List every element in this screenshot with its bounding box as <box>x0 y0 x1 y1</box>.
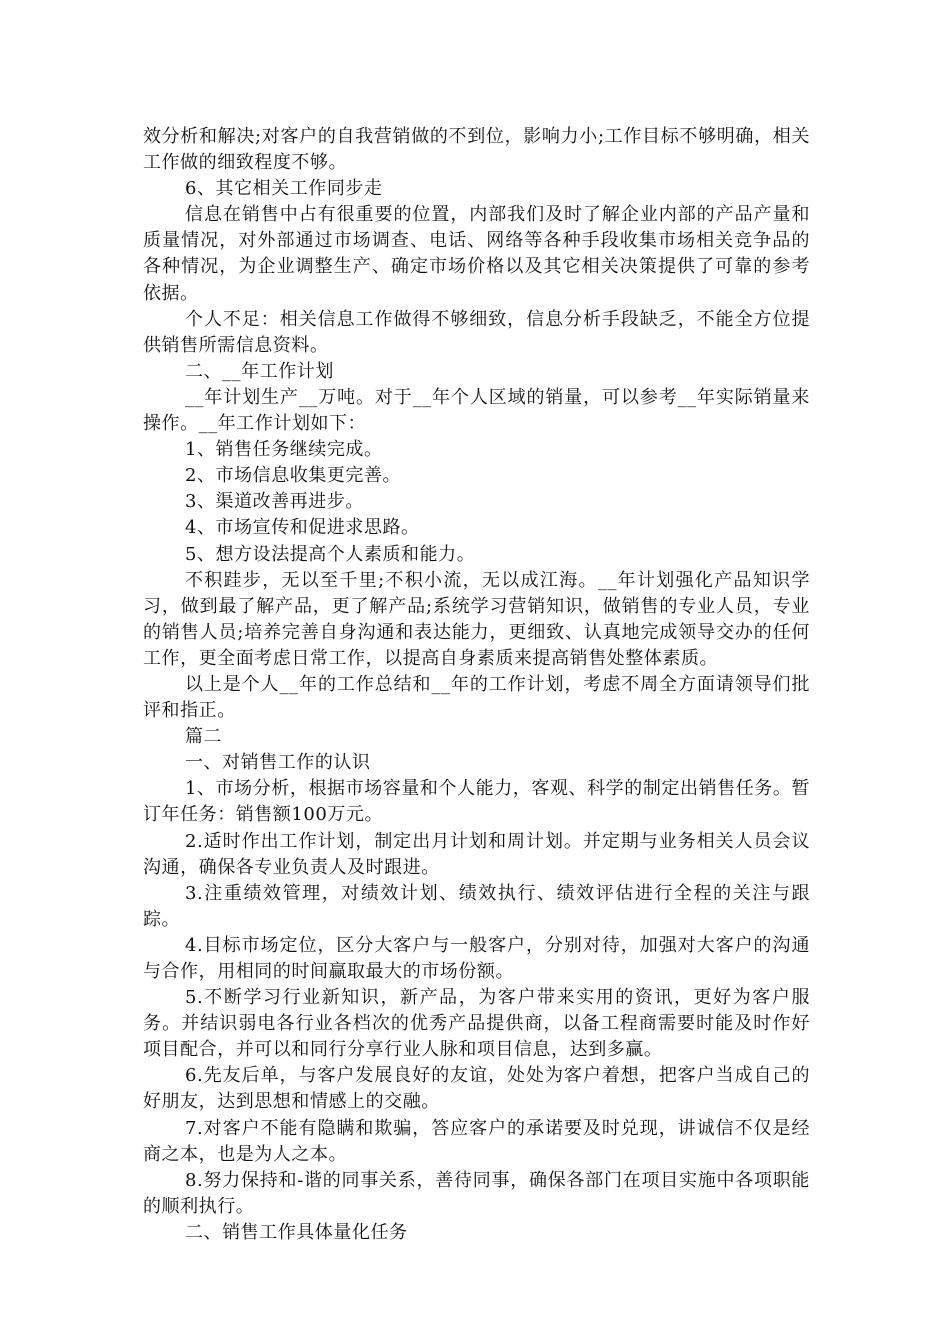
paragraph-1: 效分析和解决;对客户的自我营销做的不到位，影响力小;工作目标不够明确，相关工作做的细致程度不够。 <box>143 126 810 174</box>
heading-sales-understanding: 一、对销售工作的认识 <box>185 752 371 774</box>
heading-work-plan: 二、__年工作计划 <box>185 360 334 382</box>
paragraph-20: 5.不断学习行业新知识，新产品，为客户带来实用的资讯，更好为客户服务。并结识弱电各行业各档次的优秀产品提供商，以备工程商需要时能及时作好项目配合，并可以和同行分享行业人脉和项目信息，达到多赢。 <box>143 987 810 1061</box>
paragraph-18: 3.注重绩效管理，对绩效计划、绩效执行、绩效评估进行全程的关注与跟踪。 <box>143 882 810 930</box>
paragraph-16: 1、市场分析，根据市场容量和个人能力，客观、科学的制定出销售任务。暂订年任务：销售额100万元。 <box>143 778 810 826</box>
paragraph-2: 6、其它相关工作同步走 <box>185 178 383 200</box>
paragraph-21: 6.先友后单，与客户发展良好的友谊，处处为客户着想，把客户当成自己的好朋友，达到思想和情感上的交融。 <box>143 1065 810 1113</box>
document-body <box>143 124 810 1246</box>
paragraph-13: 以上是个人__年的工作总结和__年的工作计划，考虑不周全方面请领导们批评和指正。 <box>143 673 810 722</box>
paragraph-4: 个人不足：相关信息工作做得不够细致，信息分析手段缺乏，不能全方位提供销售所需信息资料。 <box>143 308 810 356</box>
list-item-5: 5、想方设法提高个人素质和能力。 <box>185 543 476 565</box>
paragraph-3: 信息在销售中占有很重要的位置，内部我们及时了解企业内部的产品产量和质量情况，对外部通过市场调查、电话、网络等各种手段收集市场相关竞争品的各种情况，为企业调整生产、确定市场价格以及其它相关决策提供了可靠的参考依据。 <box>143 204 810 304</box>
list-item-2: 2、市场信息收集更完善。 <box>185 465 402 487</box>
list-item-1: 1、销售任务继续完成。 <box>185 439 383 461</box>
paragraph-19: 4.目标市场定位，区分大客户与一般客户，分别对待，加强对大客户的沟通与合作，用相同的时间赢取最大的市场份额。 <box>143 934 810 982</box>
paragraph-17: 2.适时作出工作计划，制定出月计划和周计划。并定期与业务相关人员会议沟通，确保各专业负责人及时跟进。 <box>143 830 810 878</box>
paragraph-23: 8.努力保持和-谐的同事关系，善待同事，确保各部门在项目实施中各项职能的顺利执行。 <box>143 1169 810 1217</box>
paragraph-22: 7.对客户不能有隐瞒和欺骗，答应客户的承诺要及时兑现，讲诚信不仅是经商之本，也是为人之本。 <box>143 1117 810 1165</box>
list-item-4: 4、市场宣传和促进求思路。 <box>185 517 420 539</box>
paragraph-12: 不积跬步，无以至千里;不积小流，无以成江海。__年计划强化产品知识学习，做到最了解产品，更了解产品;系统学习营销知识，做销售的专业人员，专业的销售人员;培养完善自身沟通和表达能力，更细致、认真地完成领导交办的任何工作，更全面考虑日常工作，以提高自身素质来提高销售处整体素质。 <box>143 569 810 669</box>
list-item-3: 3、渠道改善再进步。 <box>185 491 364 513</box>
paragraph-6: __年计划生产__万吨。对于__年个人区域的销量，可以参考__年实际销量来操作。__年工作计划如下： <box>143 386 810 435</box>
heading-quantified-tasks: 二、销售工作具体量化任务 <box>185 1221 408 1243</box>
section-title-part-two: 篇二 <box>185 726 223 748</box>
